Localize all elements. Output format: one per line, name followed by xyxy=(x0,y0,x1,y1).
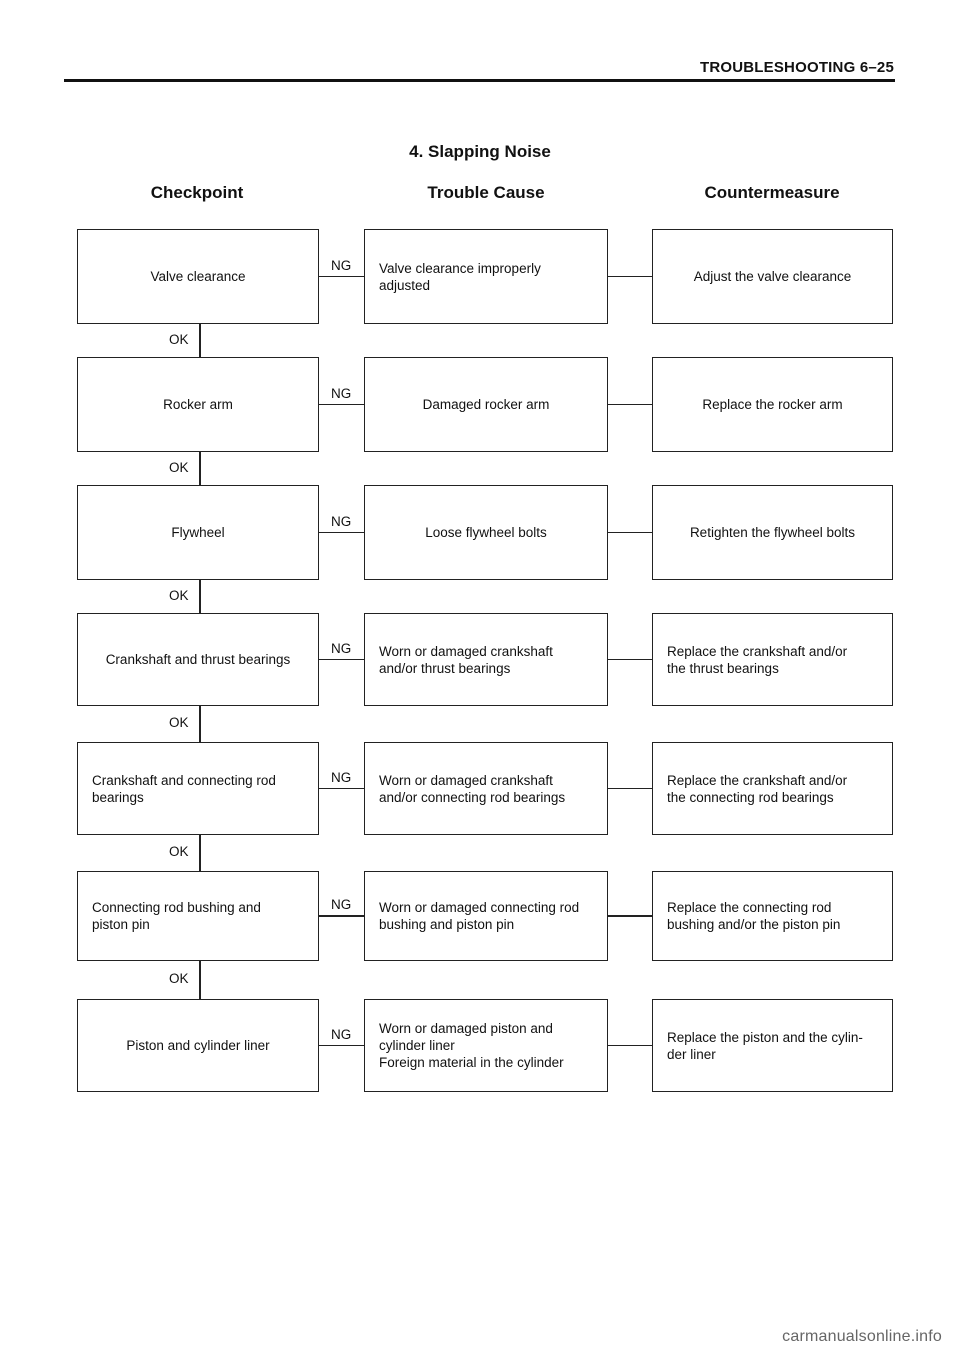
ng-label: NG xyxy=(331,257,352,273)
trouble-cause-box xyxy=(364,229,608,324)
ng-connector-line xyxy=(319,659,364,661)
countermeasure-connector-line xyxy=(608,532,652,534)
trouble-cause-box-text: Worn or damaged crankshaft and/or connecting rod bearings xyxy=(379,772,566,805)
countermeasure-box xyxy=(652,742,893,835)
ng-label: NG xyxy=(331,897,352,912)
countermeasure-connector-line xyxy=(608,788,652,790)
trouble-cause-box-text: Loose flywheel bolts xyxy=(425,525,547,540)
ng-connector-line xyxy=(319,276,364,278)
checkpoint-box-text: Crankshaft and thrust bearings xyxy=(105,652,291,667)
ng-connector-line xyxy=(319,532,364,534)
countermeasure-box xyxy=(652,229,893,324)
countermeasure-connector-line xyxy=(608,276,652,278)
countermeasure-box-text: Replace the piston and the cylin- der liner xyxy=(667,1029,863,1062)
countermeasure-connector-line xyxy=(608,915,652,917)
checkpoint-box-text: Flywheel xyxy=(171,525,225,540)
ok-connector-line xyxy=(199,324,201,357)
ng-label: NG xyxy=(331,385,352,401)
trouble-cause-box xyxy=(364,357,608,452)
countermeasure-box-text: Retighten the flywheel bolts xyxy=(689,525,856,540)
checkpoint-box xyxy=(77,357,319,452)
countermeasure-box xyxy=(652,871,893,961)
trouble-cause-box-text: Damaged rocker arm xyxy=(422,397,550,412)
ok-connector-line xyxy=(199,706,201,742)
ng-label: NG xyxy=(331,513,352,529)
countermeasure-box xyxy=(652,485,893,580)
checkpoint-box-text: Crankshaft and connecting rod bearings xyxy=(92,772,276,805)
checkpoint-box-text: Rocker arm xyxy=(163,397,233,412)
ng-connector-line xyxy=(319,915,364,917)
countermeasure-connector-line xyxy=(608,404,652,406)
trouble-cause-box xyxy=(364,485,608,580)
checkpoint-box xyxy=(77,871,319,961)
column-header-countermeasure: Countermeasure xyxy=(704,183,840,202)
footer-watermark: carmanualsonline.info xyxy=(782,1328,942,1345)
checkpoint-box xyxy=(77,229,319,324)
countermeasure-connector-line xyxy=(608,659,652,661)
column-header-checkpoint: Checkpoint xyxy=(150,183,244,202)
ok-connector-line xyxy=(199,580,201,613)
countermeasure-box-text: Replace the rocker arm xyxy=(702,397,843,412)
countermeasure-box-text: Adjust the valve clearance xyxy=(693,269,852,284)
ok-label: OK xyxy=(169,715,189,730)
trouble-cause-box-text: Worn or damaged piston and cylinder liner Foreign material in the cylinder xyxy=(379,1021,564,1070)
ok-connector-line xyxy=(199,452,201,485)
column-header-trouble-cause: Trouble Cause xyxy=(427,183,545,202)
trouble-cause-box-text: Worn or damaged crankshaft and/or thrust bearings xyxy=(379,643,553,676)
checkpoint-box-text: Valve clearance xyxy=(150,269,246,284)
ok-label: OK xyxy=(169,971,189,986)
trouble-cause-box-text: Worn or damaged connecting rod bushing and piston pin xyxy=(379,900,580,932)
checkpoint-box xyxy=(77,999,319,1092)
countermeasure-box xyxy=(652,613,893,706)
checkpoint-box-text: Piston and cylinder liner xyxy=(126,1038,270,1053)
page-header-title: TROUBLESHOOTING 6–25 xyxy=(699,59,894,76)
checkpoint-box-text: Connecting rod bushing and piston pin xyxy=(92,900,261,932)
ok-label: OK xyxy=(169,331,189,347)
countermeasure-box xyxy=(652,999,893,1092)
trouble-cause-box xyxy=(364,742,608,835)
ok-label: OK xyxy=(169,844,189,859)
trouble-cause-box xyxy=(364,999,608,1092)
ok-connector-line xyxy=(199,961,201,999)
ng-label: NG xyxy=(331,769,352,785)
ng-label: NG xyxy=(331,640,352,656)
ng-connector-line xyxy=(319,788,364,790)
trouble-cause-box-text: Valve clearance improperly adjusted xyxy=(379,260,541,293)
checkpoint-box xyxy=(77,613,319,706)
countermeasure-box xyxy=(652,357,893,452)
page-heading: 4. Slapping Noise xyxy=(409,142,551,161)
ng-label: NG xyxy=(331,1026,352,1042)
trouble-cause-box xyxy=(364,613,608,706)
countermeasure-connector-line xyxy=(608,1045,652,1047)
ok-label: OK xyxy=(169,587,189,603)
countermeasure-box-text: Replace the crankshaft and/or the connecting rod bearings xyxy=(667,772,848,805)
ng-connector-line xyxy=(319,1045,364,1047)
checkpoint-box xyxy=(77,742,319,835)
ok-connector-line xyxy=(199,835,201,871)
trouble-cause-box xyxy=(364,871,608,961)
ng-connector-line xyxy=(319,404,364,406)
header-rule xyxy=(64,79,895,82)
countermeasure-box-text: Replace the connecting rod bushing and/or the piston pin xyxy=(667,900,841,932)
checkpoint-box xyxy=(77,485,319,580)
countermeasure-box-text: Replace the crankshaft and/or the thrust bearings xyxy=(667,643,848,676)
ok-label: OK xyxy=(169,459,189,475)
